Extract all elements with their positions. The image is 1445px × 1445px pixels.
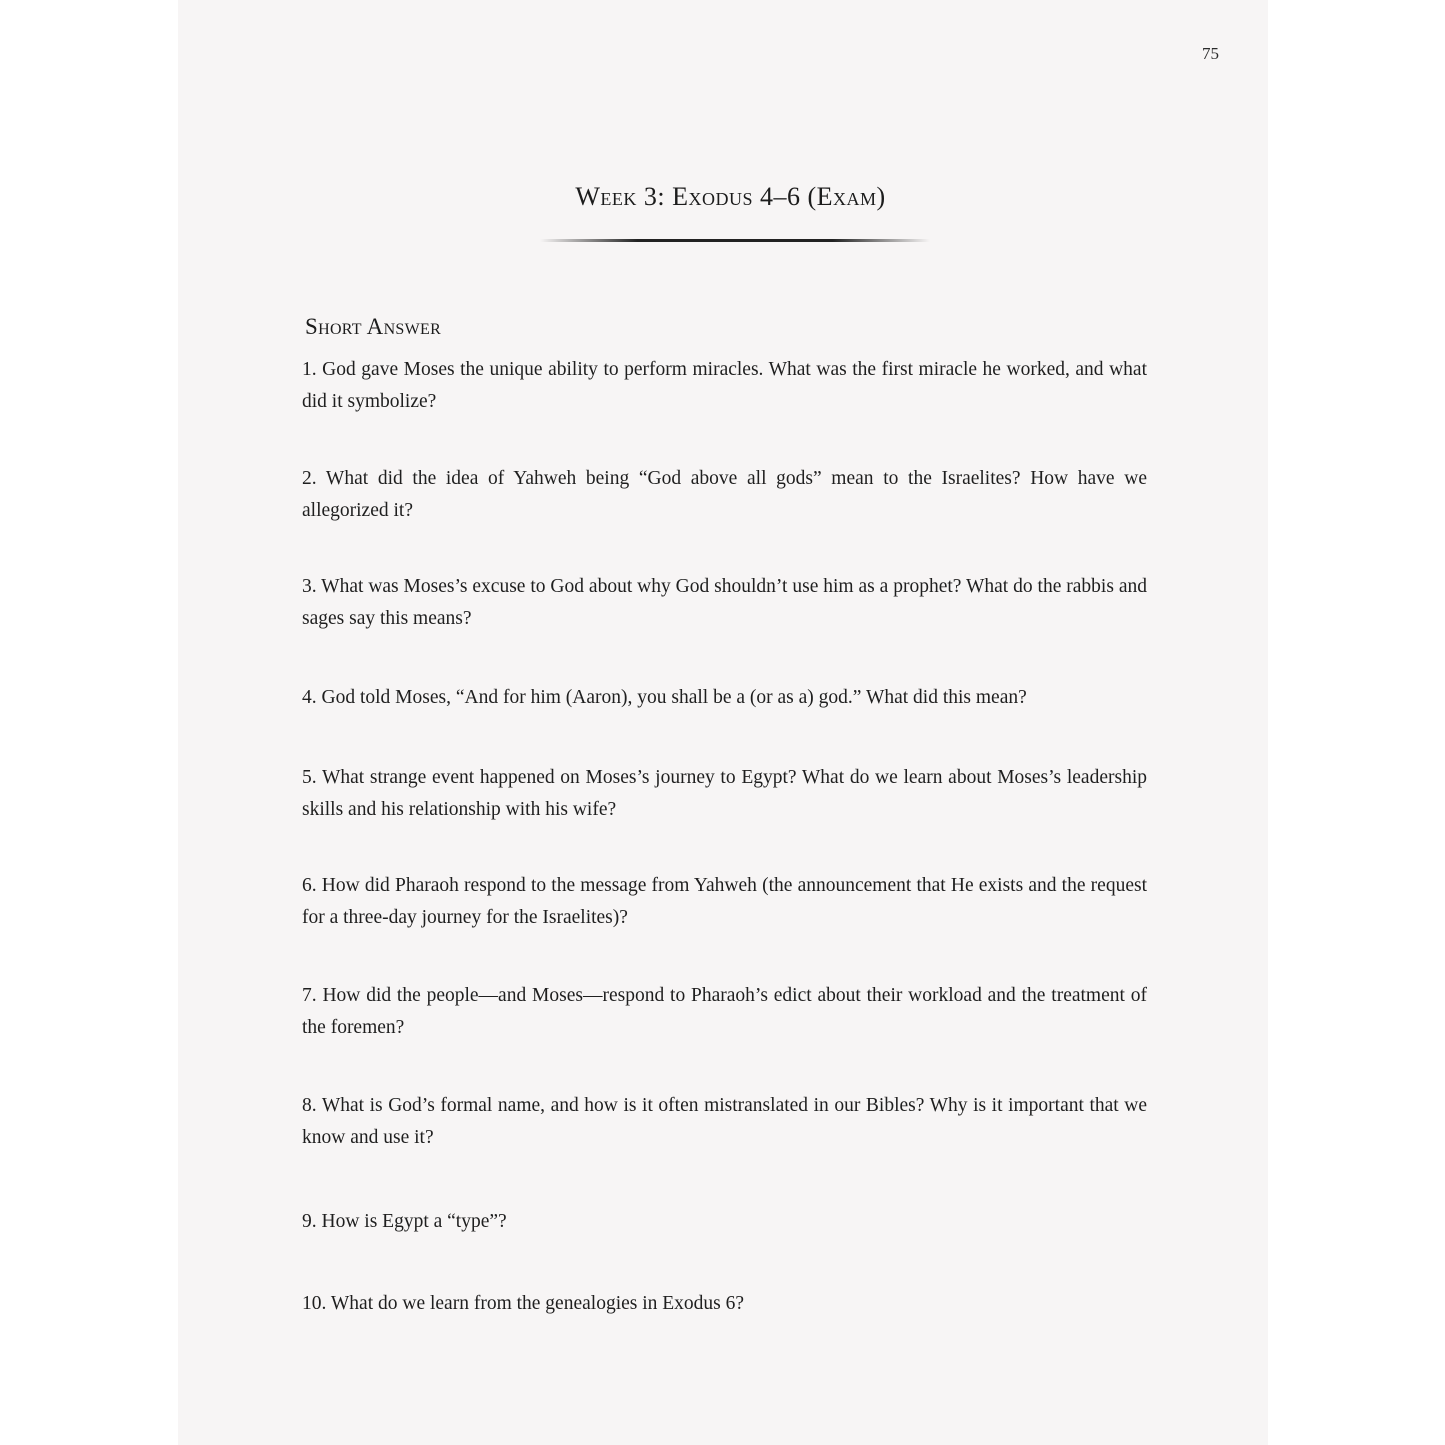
- question-3: 3. What was Moses’s excuse to God about why God shouldn’t use him as a prophet? What do the rabbis and sages say this means?: [302, 576, 1147, 629]
- section-heading: Short Answer: [305, 314, 442, 339]
- question-1: 1. God gave Moses the unique ability to perform miracles. What was the first miracle he worked, and what did it symbolize?: [302, 359, 1147, 412]
- title-divider: [540, 239, 930, 242]
- question-2: 2. What did the idea of Yahweh being “God above all gods” mean to the Israelites? How have we allegorized it?: [302, 468, 1147, 521]
- question-10: 10. What do we learn from the genealogies in Exodus 6?: [302, 1293, 745, 1314]
- question-4: 4. God told Moses, “And for him (Aaron), you shall be a (or as a) god.” What did this mean?: [302, 687, 1027, 708]
- question-7: 7. How did the people—and Moses—respond to Pharaoh’s edict about their workload and the treatment of the foremen?: [302, 985, 1147, 1038]
- page-number: 75: [1202, 44, 1219, 63]
- question-9: 9. How is Egypt a “type”?: [302, 1211, 507, 1232]
- question-6: 6. How did Pharaoh respond to the message from Yahweh (the announcement that He exists and the request for a three-day journey for the Israelites)?: [302, 875, 1147, 928]
- exam-page: [178, 0, 1268, 1445]
- question-8: 8. What is God’s formal name, and how is it often mistranslated in our Bibles? Why is it important that we know and use it?: [302, 1095, 1147, 1148]
- page-title: Week 3: Exodus 4–6 (Exam): [575, 182, 886, 211]
- question-5: 5. What strange event happened on Moses’s journey to Egypt? What do we learn about Moses’s leadership skills and his relationship with his wife?: [302, 767, 1147, 820]
